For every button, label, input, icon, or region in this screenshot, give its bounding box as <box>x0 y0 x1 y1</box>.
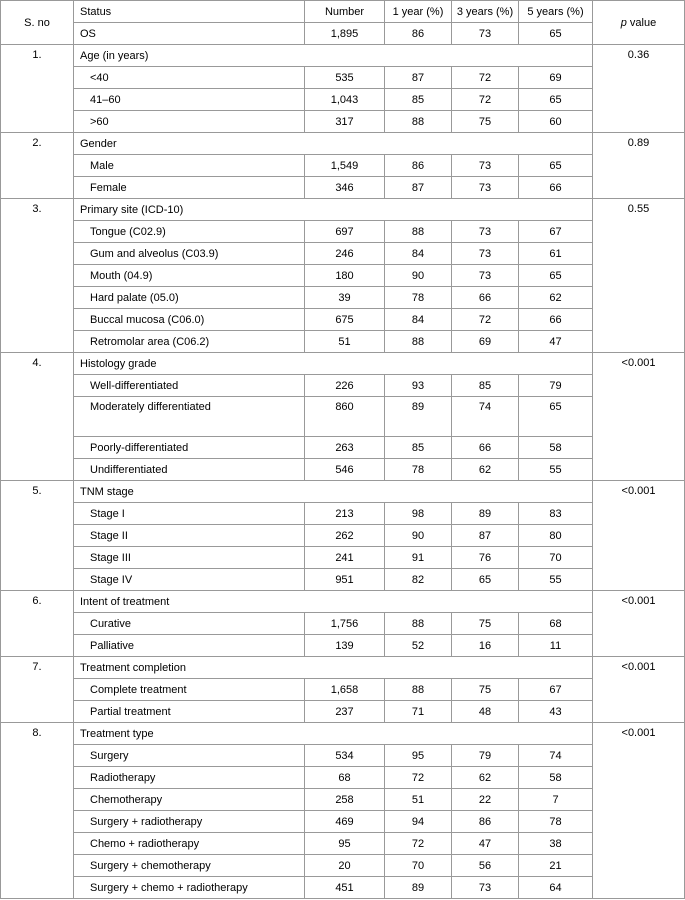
group-p-value: 0.55 <box>593 199 685 353</box>
group-title: Treatment completion <box>74 657 593 679</box>
row-1-year: 86 <box>385 155 452 177</box>
row-3-years: 75 <box>452 679 519 701</box>
row-5-years: 70 <box>519 547 593 569</box>
row-5-years: 21 <box>519 855 593 877</box>
row-1-year: 52 <box>385 635 452 657</box>
table-row <box>1 375 685 397</box>
table-row <box>1 243 685 265</box>
row-number: 262 <box>305 525 385 547</box>
row-label: Curative <box>74 613 305 635</box>
row-3-years: 75 <box>452 111 519 133</box>
row-5-years: 43 <box>519 701 593 723</box>
row-5-years: 60 <box>519 111 593 133</box>
row-1-year: 84 <box>385 243 452 265</box>
row-label: Stage IV <box>74 569 305 591</box>
row-label: Retromolar area (C06.2) <box>74 331 305 353</box>
table-row <box>1 679 685 701</box>
row-1-year: 90 <box>385 525 452 547</box>
group-p-value: <0.001 <box>593 481 685 591</box>
table-row <box>1 287 685 309</box>
row-1-year: 89 <box>385 877 452 899</box>
row-3-years: 48 <box>452 701 519 723</box>
table-row <box>1 855 685 877</box>
row-5-years: 65 <box>519 265 593 287</box>
row-number: 534 <box>305 745 385 767</box>
row-label: Stage III <box>74 547 305 569</box>
row-label: Gum and alveolus (C03.9) <box>74 243 305 265</box>
header-status: Status <box>74 1 305 23</box>
row-1-year: 88 <box>385 331 452 353</box>
table-row <box>1 789 685 811</box>
group-sno: 2. <box>1 133 74 199</box>
row-1-year: 94 <box>385 811 452 833</box>
row-number: 241 <box>305 547 385 569</box>
row-5-years: 67 <box>519 221 593 243</box>
table-row <box>1 309 685 331</box>
group-p-value: 0.36 <box>593 45 685 133</box>
row-number: 317 <box>305 111 385 133</box>
group-header-row <box>1 723 685 745</box>
row-1-year: 70 <box>385 855 452 877</box>
row-3-years: 85 <box>452 375 519 397</box>
row-label: Chemo + radiotherapy <box>74 833 305 855</box>
row-3-years: 73 <box>452 877 519 899</box>
group-title: Histology grade <box>74 353 593 375</box>
row-label: Surgery + chemotherapy <box>74 855 305 877</box>
row-number: 139 <box>305 635 385 657</box>
row-1-year: 98 <box>385 503 452 525</box>
table-row <box>1 811 685 833</box>
table-row <box>1 767 685 789</box>
row-label: Surgery + chemo + radiotherapy <box>74 877 305 899</box>
header-number: Number <box>305 1 385 23</box>
row-number: 951 <box>305 569 385 591</box>
row-label: >60 <box>74 111 305 133</box>
group-sno: 5. <box>1 481 74 591</box>
row-5-years: 11 <box>519 635 593 657</box>
table-row <box>1 547 685 569</box>
row-3-years: 79 <box>452 745 519 767</box>
row-1-year: 88 <box>385 221 452 243</box>
row-1-year: 72 <box>385 767 452 789</box>
row-number: 95 <box>305 833 385 855</box>
header-sno: S. no <box>1 1 74 45</box>
row-number: 675 <box>305 309 385 331</box>
os-number: 1,895 <box>305 23 385 45</box>
row-3-years: 66 <box>452 437 519 459</box>
row-3-years: 66 <box>452 287 519 309</box>
header-row <box>1 1 685 23</box>
row-3-years: 73 <box>452 221 519 243</box>
group-title: Primary site (ICD-10) <box>74 199 593 221</box>
row-5-years: 64 <box>519 877 593 899</box>
group-sno: 4. <box>1 353 74 481</box>
table-row <box>1 833 685 855</box>
row-3-years: 16 <box>452 635 519 657</box>
table-row <box>1 89 685 111</box>
row-label: Chemotherapy <box>74 789 305 811</box>
group-sno: 6. <box>1 591 74 657</box>
row-number: 180 <box>305 265 385 287</box>
os-label: OS <box>74 23 305 45</box>
row-5-years: 78 <box>519 811 593 833</box>
row-number: 39 <box>305 287 385 309</box>
table-row <box>1 221 685 243</box>
row-number: 546 <box>305 459 385 481</box>
row-number: 1,549 <box>305 155 385 177</box>
row-5-years: 55 <box>519 459 593 481</box>
row-5-years: 38 <box>519 833 593 855</box>
row-1-year: 78 <box>385 287 452 309</box>
row-1-year: 89 <box>385 397 452 437</box>
table-row <box>1 67 685 89</box>
row-label: Undifferentiated <box>74 459 305 481</box>
row-label: 41–60 <box>74 89 305 111</box>
row-label: Radiotherapy <box>74 767 305 789</box>
row-3-years: 22 <box>452 789 519 811</box>
group-header-row <box>1 199 685 221</box>
group-title: Gender <box>74 133 593 155</box>
row-3-years: 75 <box>452 613 519 635</box>
group-sno: 3. <box>1 199 74 353</box>
table-row <box>1 265 685 287</box>
os-3-years: 73 <box>452 23 519 45</box>
row-5-years: 83 <box>519 503 593 525</box>
row-label: Poorly-differentiated <box>74 437 305 459</box>
row-label: Surgery + radiotherapy <box>74 811 305 833</box>
row-number: 535 <box>305 67 385 89</box>
row-number: 469 <box>305 811 385 833</box>
row-5-years: 68 <box>519 613 593 635</box>
group-p-value: <0.001 <box>593 591 685 657</box>
table-row <box>1 331 685 353</box>
row-1-year: 78 <box>385 459 452 481</box>
row-5-years: 58 <box>519 767 593 789</box>
row-1-year: 87 <box>385 67 452 89</box>
group-title: Intent of treatment <box>74 591 593 613</box>
os-row <box>1 23 685 45</box>
row-number: 1,658 <box>305 679 385 701</box>
row-1-year: 71 <box>385 701 452 723</box>
header-p-value <box>593 1 685 45</box>
row-5-years: 65 <box>519 155 593 177</box>
row-5-years: 61 <box>519 243 593 265</box>
header-3-years: 3 years (%) <box>452 1 519 23</box>
row-number: 697 <box>305 221 385 243</box>
row-5-years: 7 <box>519 789 593 811</box>
row-1-year: 88 <box>385 111 452 133</box>
row-3-years: 73 <box>452 155 519 177</box>
row-5-years: 66 <box>519 177 593 199</box>
group-sno: 1. <box>1 45 74 133</box>
row-label: Surgery <box>74 745 305 767</box>
group-title: TNM stage <box>74 481 593 503</box>
table-row <box>1 613 685 635</box>
row-1-year: 84 <box>385 309 452 331</box>
row-1-year: 51 <box>385 789 452 811</box>
row-3-years: 62 <box>452 767 519 789</box>
row-number: 51 <box>305 331 385 353</box>
row-label: <40 <box>74 67 305 89</box>
row-label: Moderately differentiated <box>74 397 305 437</box>
row-number: 213 <box>305 503 385 525</box>
row-1-year: 88 <box>385 613 452 635</box>
row-3-years: 76 <box>452 547 519 569</box>
row-label: Tongue (C02.9) <box>74 221 305 243</box>
table-row <box>1 503 685 525</box>
table-row <box>1 155 685 177</box>
group-sno: 7. <box>1 657 74 723</box>
row-1-year: 95 <box>385 745 452 767</box>
row-label: Buccal mucosa (C06.0) <box>74 309 305 331</box>
group-header-row <box>1 657 685 679</box>
row-3-years: 72 <box>452 89 519 111</box>
row-3-years: 47 <box>452 833 519 855</box>
group-title: Treatment type <box>74 723 593 745</box>
row-3-years: 65 <box>452 569 519 591</box>
row-number: 451 <box>305 877 385 899</box>
row-5-years: 55 <box>519 569 593 591</box>
row-3-years: 89 <box>452 503 519 525</box>
row-number: 68 <box>305 767 385 789</box>
header-5-years: 5 years (%) <box>519 1 593 23</box>
group-header-row <box>1 591 685 613</box>
row-5-years: 47 <box>519 331 593 353</box>
group-p-value: <0.001 <box>593 353 685 481</box>
header-1-year: 1 year (%) <box>385 1 452 23</box>
row-3-years: 72 <box>452 309 519 331</box>
row-1-year: 90 <box>385 265 452 287</box>
row-3-years: 74 <box>452 397 519 437</box>
table-row <box>1 877 685 899</box>
row-3-years: 73 <box>452 243 519 265</box>
row-label: Palliative <box>74 635 305 657</box>
group-sno: 8. <box>1 723 74 899</box>
row-3-years: 72 <box>452 67 519 89</box>
row-3-years: 69 <box>452 331 519 353</box>
table-row <box>1 459 685 481</box>
table-row <box>1 177 685 199</box>
row-5-years: 67 <box>519 679 593 701</box>
row-number: 237 <box>305 701 385 723</box>
row-5-years: 80 <box>519 525 593 547</box>
row-5-years: 58 <box>519 437 593 459</box>
table-row <box>1 745 685 767</box>
row-3-years: 56 <box>452 855 519 877</box>
row-label: Partial treatment <box>74 701 305 723</box>
row-5-years: 74 <box>519 745 593 767</box>
row-number: 346 <box>305 177 385 199</box>
table-row <box>1 701 685 723</box>
row-5-years: 62 <box>519 287 593 309</box>
table-row <box>1 397 685 437</box>
row-label: Well-differentiated <box>74 375 305 397</box>
row-5-years: 66 <box>519 309 593 331</box>
row-label: Mouth (04.9) <box>74 265 305 287</box>
group-header-row <box>1 353 685 375</box>
table-row <box>1 635 685 657</box>
row-label: Male <box>74 155 305 177</box>
group-header-row <box>1 45 685 67</box>
header-p-italic: p <box>620 16 627 29</box>
row-number: 263 <box>305 437 385 459</box>
row-5-years: 69 <box>519 67 593 89</box>
row-1-year: 85 <box>385 89 452 111</box>
row-1-year: 91 <box>385 547 452 569</box>
row-number: 246 <box>305 243 385 265</box>
row-number: 1,756 <box>305 613 385 635</box>
row-1-year: 88 <box>385 679 452 701</box>
group-p-value: <0.001 <box>593 657 685 723</box>
row-1-year: 87 <box>385 177 452 199</box>
os-1-year: 86 <box>385 23 452 45</box>
row-3-years: 86 <box>452 811 519 833</box>
row-number: 20 <box>305 855 385 877</box>
row-label: Hard palate (05.0) <box>74 287 305 309</box>
row-5-years: 79 <box>519 375 593 397</box>
table-row <box>1 569 685 591</box>
row-1-year: 85 <box>385 437 452 459</box>
row-label: Complete treatment <box>74 679 305 701</box>
row-3-years: 73 <box>452 177 519 199</box>
group-title: Age (in years) <box>74 45 593 67</box>
group-p-value: <0.001 <box>593 723 685 899</box>
group-header-row <box>1 133 685 155</box>
row-1-year: 93 <box>385 375 452 397</box>
row-number: 226 <box>305 375 385 397</box>
group-header-row <box>1 481 685 503</box>
row-label: Stage II <box>74 525 305 547</box>
row-number: 1,043 <box>305 89 385 111</box>
table-row <box>1 111 685 133</box>
row-3-years: 62 <box>452 459 519 481</box>
row-5-years: 65 <box>519 397 593 437</box>
group-p-value: 0.89 <box>593 133 685 199</box>
row-label: Female <box>74 177 305 199</box>
header-p-rest: value <box>626 16 657 29</box>
os-5-years: 65 <box>519 23 593 45</box>
row-number: 860 <box>305 397 385 437</box>
row-label: Stage I <box>74 503 305 525</box>
row-1-year: 82 <box>385 569 452 591</box>
row-3-years: 87 <box>452 525 519 547</box>
row-number: 258 <box>305 789 385 811</box>
table-row <box>1 437 685 459</box>
row-5-years: 65 <box>519 89 593 111</box>
row-3-years: 73 <box>452 265 519 287</box>
row-1-year: 72 <box>385 833 452 855</box>
table-row <box>1 525 685 547</box>
